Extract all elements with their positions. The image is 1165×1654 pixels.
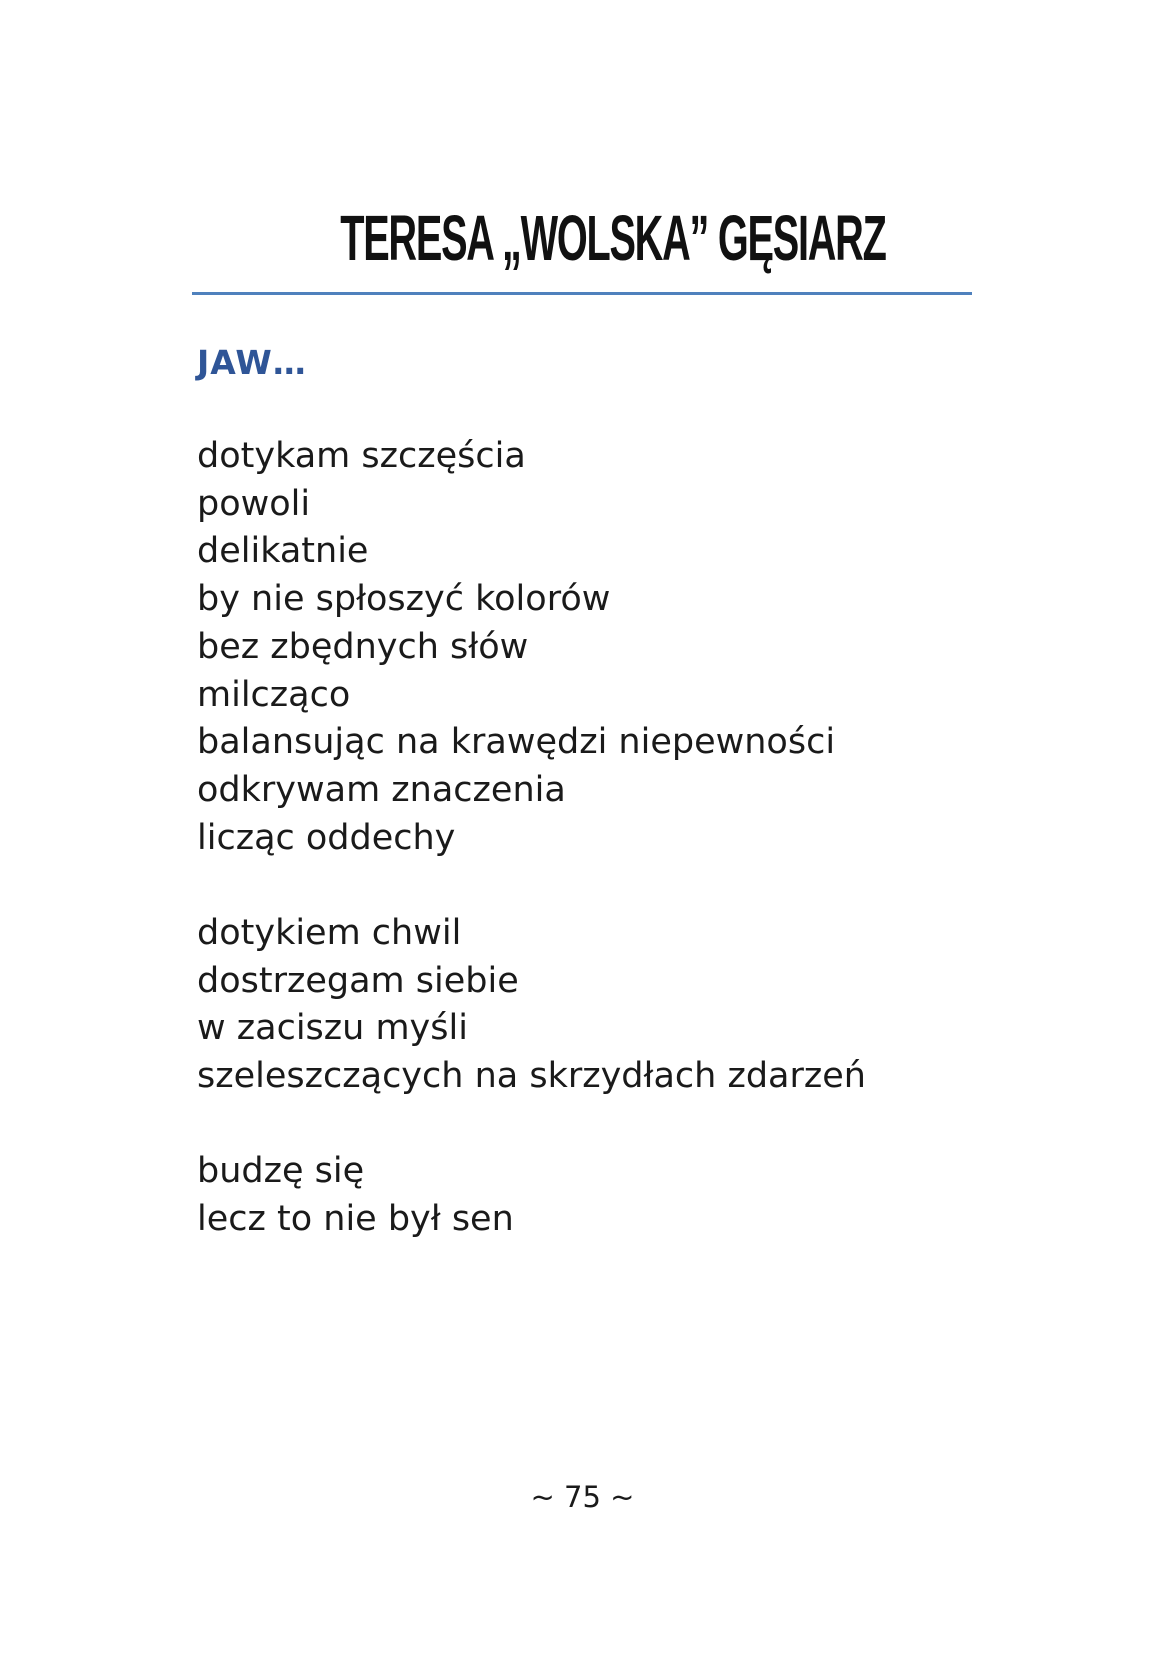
poem-line: milcząco [197, 674, 351, 715]
poem-line: licząc oddechy [197, 817, 456, 858]
stanza-3 [197, 1148, 514, 1243]
poem-line: odkrywam znaczenia [197, 769, 566, 810]
poem-line: by nie spłoszyć kolorów [197, 579, 611, 620]
stanza-1 [197, 433, 835, 862]
poem-line: w zaciszu myśli [197, 1008, 468, 1049]
page-number: ~ 75 ~ [530, 1480, 635, 1514]
poem-line: szeleszczących na skrzydłach zdarzeń [197, 1056, 866, 1097]
poem-line: budzę się [197, 1151, 365, 1191]
poem-line: powoli [197, 483, 311, 524]
author-heading: TERESA „WOLSKA” GĘSIARZ [340, 202, 886, 274]
poem-line: lecz to nie był sen [197, 1198, 514, 1239]
heading-underline [192, 292, 972, 295]
poem-line: dotykam szczęścia [197, 436, 526, 476]
poem-line: dotykiem chwil [197, 913, 462, 953]
poem-title: JAW… [197, 343, 307, 382]
stanza-2 [197, 910, 866, 1101]
poem-line: delikatnie [197, 531, 369, 572]
poem-line: bez zbędnych słów [197, 626, 529, 667]
poem-line: dostrzegam siebie [197, 960, 519, 1001]
poem-line: balansując na krawędzi niepewności [197, 722, 836, 763]
